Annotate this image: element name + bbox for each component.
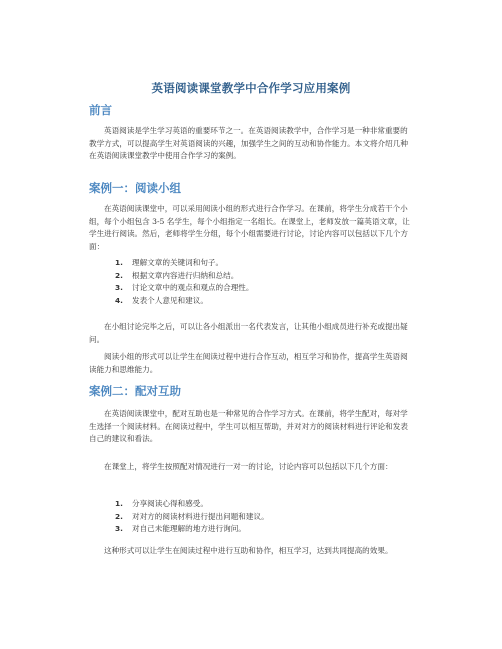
list-item-number: 2.: [115, 270, 123, 280]
section-heading-case1: 案例一：阅读小组: [89, 181, 181, 195]
list-item-number: 2.: [115, 511, 123, 521]
list-item-text: 分享阅读心得和感受。: [132, 499, 208, 508]
list-item-text: 讨论文章中的观点和观点的合理性。: [132, 283, 254, 293]
list-item: [115, 295, 254, 308]
case1-after-paragraph: 在小组讨论完毕之后，可以让各小组派出一名代表发言，让其他小组成员进行补充或提出疑问。: [89, 322, 408, 344]
document-title: 英语阅读课堂教学中合作学习应用案例: [151, 81, 351, 95]
list-item-text: 对对方的阅读材料进行提出问题和建议。: [132, 511, 269, 521]
section-heading-preface: 前言: [89, 103, 112, 117]
list-item-number: 1.: [115, 258, 123, 267]
list-item: [115, 523, 269, 536]
list-item: [115, 270, 254, 283]
list-item-number: 4.: [115, 295, 123, 305]
case2-intro-paragraph: 在英语阅读课堂中，配对互助也是一种常见的合作学习方式。在课前，将学生配对，每对学生选择一个阅读材料。在阅读过程中，学生可以相互帮助，并对对方的阅读材料进行评论和发表自己的建议和看法。: [89, 409, 408, 444]
case1-discussion-list: [115, 257, 254, 307]
preface-paragraph: 英语阅读是学生学习英语的重要环节之一。在英语阅读教学中，合作学习是一种非常重要的教学方式，可以提高学生对英语阅读的兴趣，加强学生之间的互动和协作能力。本文将介绍几种在英语阅读课堂教学中使用合作学习的案例。: [89, 126, 408, 161]
list-item: [115, 498, 269, 511]
section-heading-case2: 案例二：配对互助: [89, 384, 181, 398]
list-item: [115, 257, 254, 270]
list-item-text: 发表个人意见和建议。: [132, 295, 208, 305]
case2-summary-paragraph: 这种形式可以让学生在阅读过程中进行互助和协作，相互学习，达到共同提高的效果。: [104, 546, 393, 555]
list-item-text: 理解文章的关键词和句子。: [132, 258, 224, 267]
case2-lead-paragraph: 在课堂上，将学生按照配对情况进行一对一的讨论，讨论内容可以包括以下几个方面：: [104, 462, 393, 471]
list-item-text: 根据文章内容进行归纳和总结。: [132, 270, 239, 280]
list-item-number: 3.: [115, 524, 123, 534]
case1-summary-paragraph: 阅读小组的形式可以让学生在阅读过程中进行合作互动，相互学习和协作，提高学生英语阅读能力和思维能力。: [89, 352, 408, 374]
list-item-number: 1.: [115, 499, 123, 508]
case2-discussion-list: [115, 498, 269, 536]
list-item-number: 3.: [115, 283, 123, 293]
list-item: [115, 282, 254, 295]
list-item-text: 对自己未能理解的地方进行询问。: [132, 524, 246, 534]
list-item: [115, 511, 269, 524]
case1-intro-paragraph: 在英语阅读课堂中，可以采用阅读小组的形式进行合作学习。在课前，将学生分成若干个小组，每个小组包含 3-5 名学生，每个小组指定一名组长。在课堂上，老师发放一篇英语文章，让学生进行阅读。然后，老师将学生分组，每个小组需要进行讨论，讨论内容可以包括以下几个方面：: [89, 204, 410, 251]
